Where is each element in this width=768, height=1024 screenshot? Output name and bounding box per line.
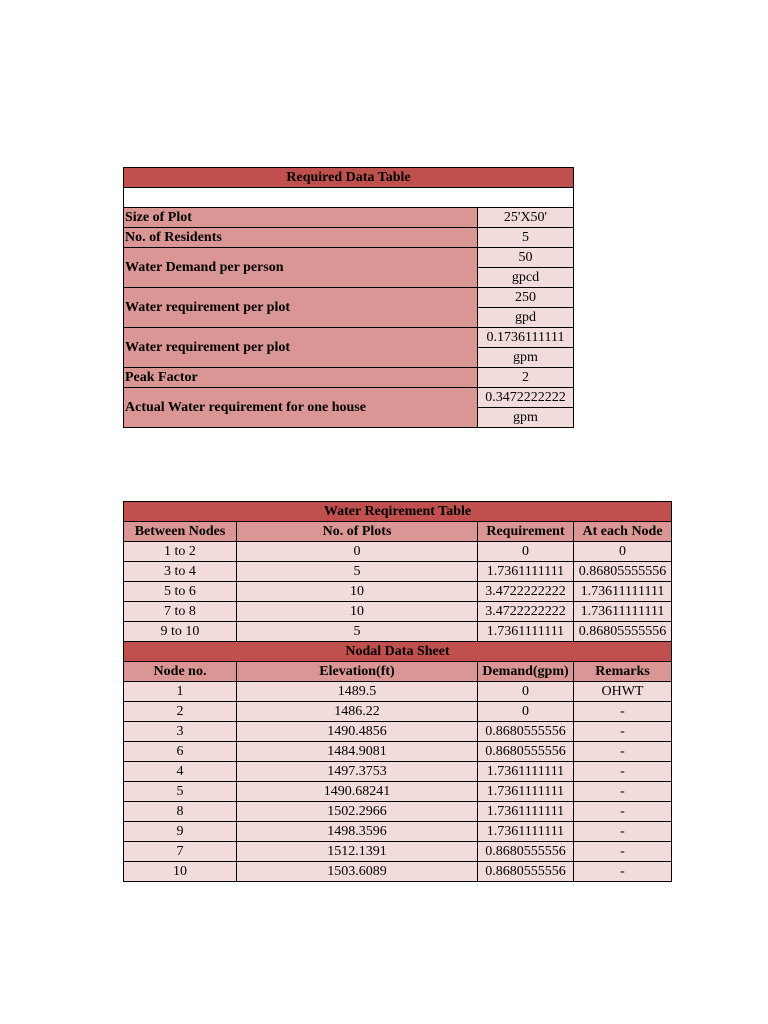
table-cell: 0: [574, 542, 672, 562]
table-cell: -: [574, 742, 672, 762]
table-row: [124, 682, 672, 702]
table-cell: 9 to 10: [124, 622, 237, 642]
table-cell: -: [574, 802, 672, 822]
peak-factor-value: 2: [478, 368, 574, 388]
table-cell: 0.8680555556: [478, 722, 574, 742]
table-cell: 1512.1391: [237, 842, 478, 862]
table-row: [124, 702, 672, 722]
table-cell: 1503.6089: [237, 862, 478, 882]
table-cell: 3.4722222222: [478, 602, 574, 622]
table-cell: -: [574, 822, 672, 842]
table-row: [124, 562, 672, 582]
req-per-plot-gpd-value: 250: [478, 288, 574, 308]
table-cell: 1489.5: [237, 682, 478, 702]
table-cell: 1: [124, 682, 237, 702]
table-row: [124, 802, 672, 822]
table-cell: 1.7361111111: [478, 802, 574, 822]
table-row: [124, 822, 672, 842]
actual-req-label: Actual Water requirement for one house: [124, 388, 478, 428]
table-cell: 1.7361111111: [478, 622, 574, 642]
demand-per-person-label: Water Demand per person: [124, 248, 478, 288]
table-cell: 1.7361111111: [478, 762, 574, 782]
req-per-plot-gpm-label: Water requirement per plot: [124, 328, 478, 368]
table-cell: 1.73611111111: [574, 582, 672, 602]
column-header: Node no.: [124, 662, 237, 682]
table-cell: OHWT: [574, 682, 672, 702]
table-cell: 3 to 4: [124, 562, 237, 582]
table-cell: 9: [124, 822, 237, 842]
table-cell: 1484.9081: [237, 742, 478, 762]
table-cell: 5: [237, 622, 478, 642]
residents-value: 5: [478, 228, 574, 248]
plot-size-label: Size of Plot: [124, 208, 478, 228]
table-cell: 1 to 2: [124, 542, 237, 562]
req-per-plot-gpm-unit: gpm: [478, 348, 574, 368]
column-header: Remarks: [574, 662, 672, 682]
table-row: [124, 762, 672, 782]
peak-factor-label: Peak Factor: [124, 368, 478, 388]
table-cell: -: [574, 762, 672, 782]
column-header: Elevation(ft): [237, 662, 478, 682]
table-cell: 0.8680555556: [478, 842, 574, 862]
water-requirement-table: [123, 501, 672, 882]
plot-size-value: 25'X50': [478, 208, 574, 228]
table-cell: 10: [237, 582, 478, 602]
req-per-plot-gpd-unit: gpd: [478, 308, 574, 328]
table-cell: 0.8680555556: [478, 862, 574, 882]
table-cell: 0: [478, 542, 574, 562]
table-cell: -: [574, 722, 672, 742]
table-cell: -: [574, 782, 672, 802]
table-cell: 1490.68241: [237, 782, 478, 802]
column-header: No. of Plots: [237, 522, 478, 542]
table-cell: 1.73611111111: [574, 602, 672, 622]
table-cell: 1502.2966: [237, 802, 478, 822]
table-cell: 5 to 6: [124, 582, 237, 602]
table-cell: 5: [124, 782, 237, 802]
table-row: [124, 862, 672, 882]
req-per-plot-gpm-value: 0.1736111111: [478, 328, 574, 348]
table-row: [124, 742, 672, 762]
blank-row: [124, 188, 574, 208]
table-cell: 1.7361111111: [478, 782, 574, 802]
table-cell: 0.8680555556: [478, 742, 574, 762]
table-row: [124, 722, 672, 742]
table-row: [124, 842, 672, 862]
table-cell: 1486.22: [237, 702, 478, 722]
table-cell: 10: [237, 602, 478, 622]
table-cell: 5: [237, 562, 478, 582]
column-header: At each Node: [574, 522, 672, 542]
column-header: Requirement: [478, 522, 574, 542]
table-row: [124, 582, 672, 602]
table-cell: 1490.4856: [237, 722, 478, 742]
table-cell: -: [574, 702, 672, 722]
req-per-plot-gpd-label: Water requirement per plot: [124, 288, 478, 328]
table-cell: 2: [124, 702, 237, 722]
nodal-sheet-title: Nodal Data Sheet: [124, 642, 672, 662]
table-cell: 10: [124, 862, 237, 882]
column-header: Demand(gpm): [478, 662, 574, 682]
table-cell: 7 to 8: [124, 602, 237, 622]
required-data-table: [123, 167, 574, 428]
table-cell: 0: [478, 702, 574, 722]
column-header: Between Nodes: [124, 522, 237, 542]
table-row: [124, 602, 672, 622]
table-cell: 3: [124, 722, 237, 742]
table-row: [124, 542, 672, 562]
table-cell: 8: [124, 802, 237, 822]
table-row: [124, 782, 672, 802]
table-cell: 1498.3596: [237, 822, 478, 842]
table-cell: 1.7361111111: [478, 822, 574, 842]
table-cell: 6: [124, 742, 237, 762]
actual-req-value: 0.3472222222: [478, 388, 574, 408]
table-cell: 3.4722222222: [478, 582, 574, 602]
demand-per-person-value: 50: [478, 248, 574, 268]
table-cell: 7: [124, 842, 237, 862]
required-table-title: Required Data Table: [124, 168, 574, 188]
table-cell: 0: [237, 542, 478, 562]
table-cell: 1497.3753: [237, 762, 478, 782]
demand-per-person-unit: gpcd: [478, 268, 574, 288]
table-cell: 0.86805555556: [574, 562, 672, 582]
water-req-table-title: Water Reqirement Table: [124, 502, 672, 522]
table-cell: 0.86805555556: [574, 622, 672, 642]
table-cell: 1.7361111111: [478, 562, 574, 582]
residents-label: No. of Residents: [124, 228, 478, 248]
actual-req-unit: gpm: [478, 408, 574, 428]
table-cell: -: [574, 842, 672, 862]
table-cell: -: [574, 862, 672, 882]
table-cell: 4: [124, 762, 237, 782]
table-cell: 0: [478, 682, 574, 702]
table-row: [124, 622, 672, 642]
